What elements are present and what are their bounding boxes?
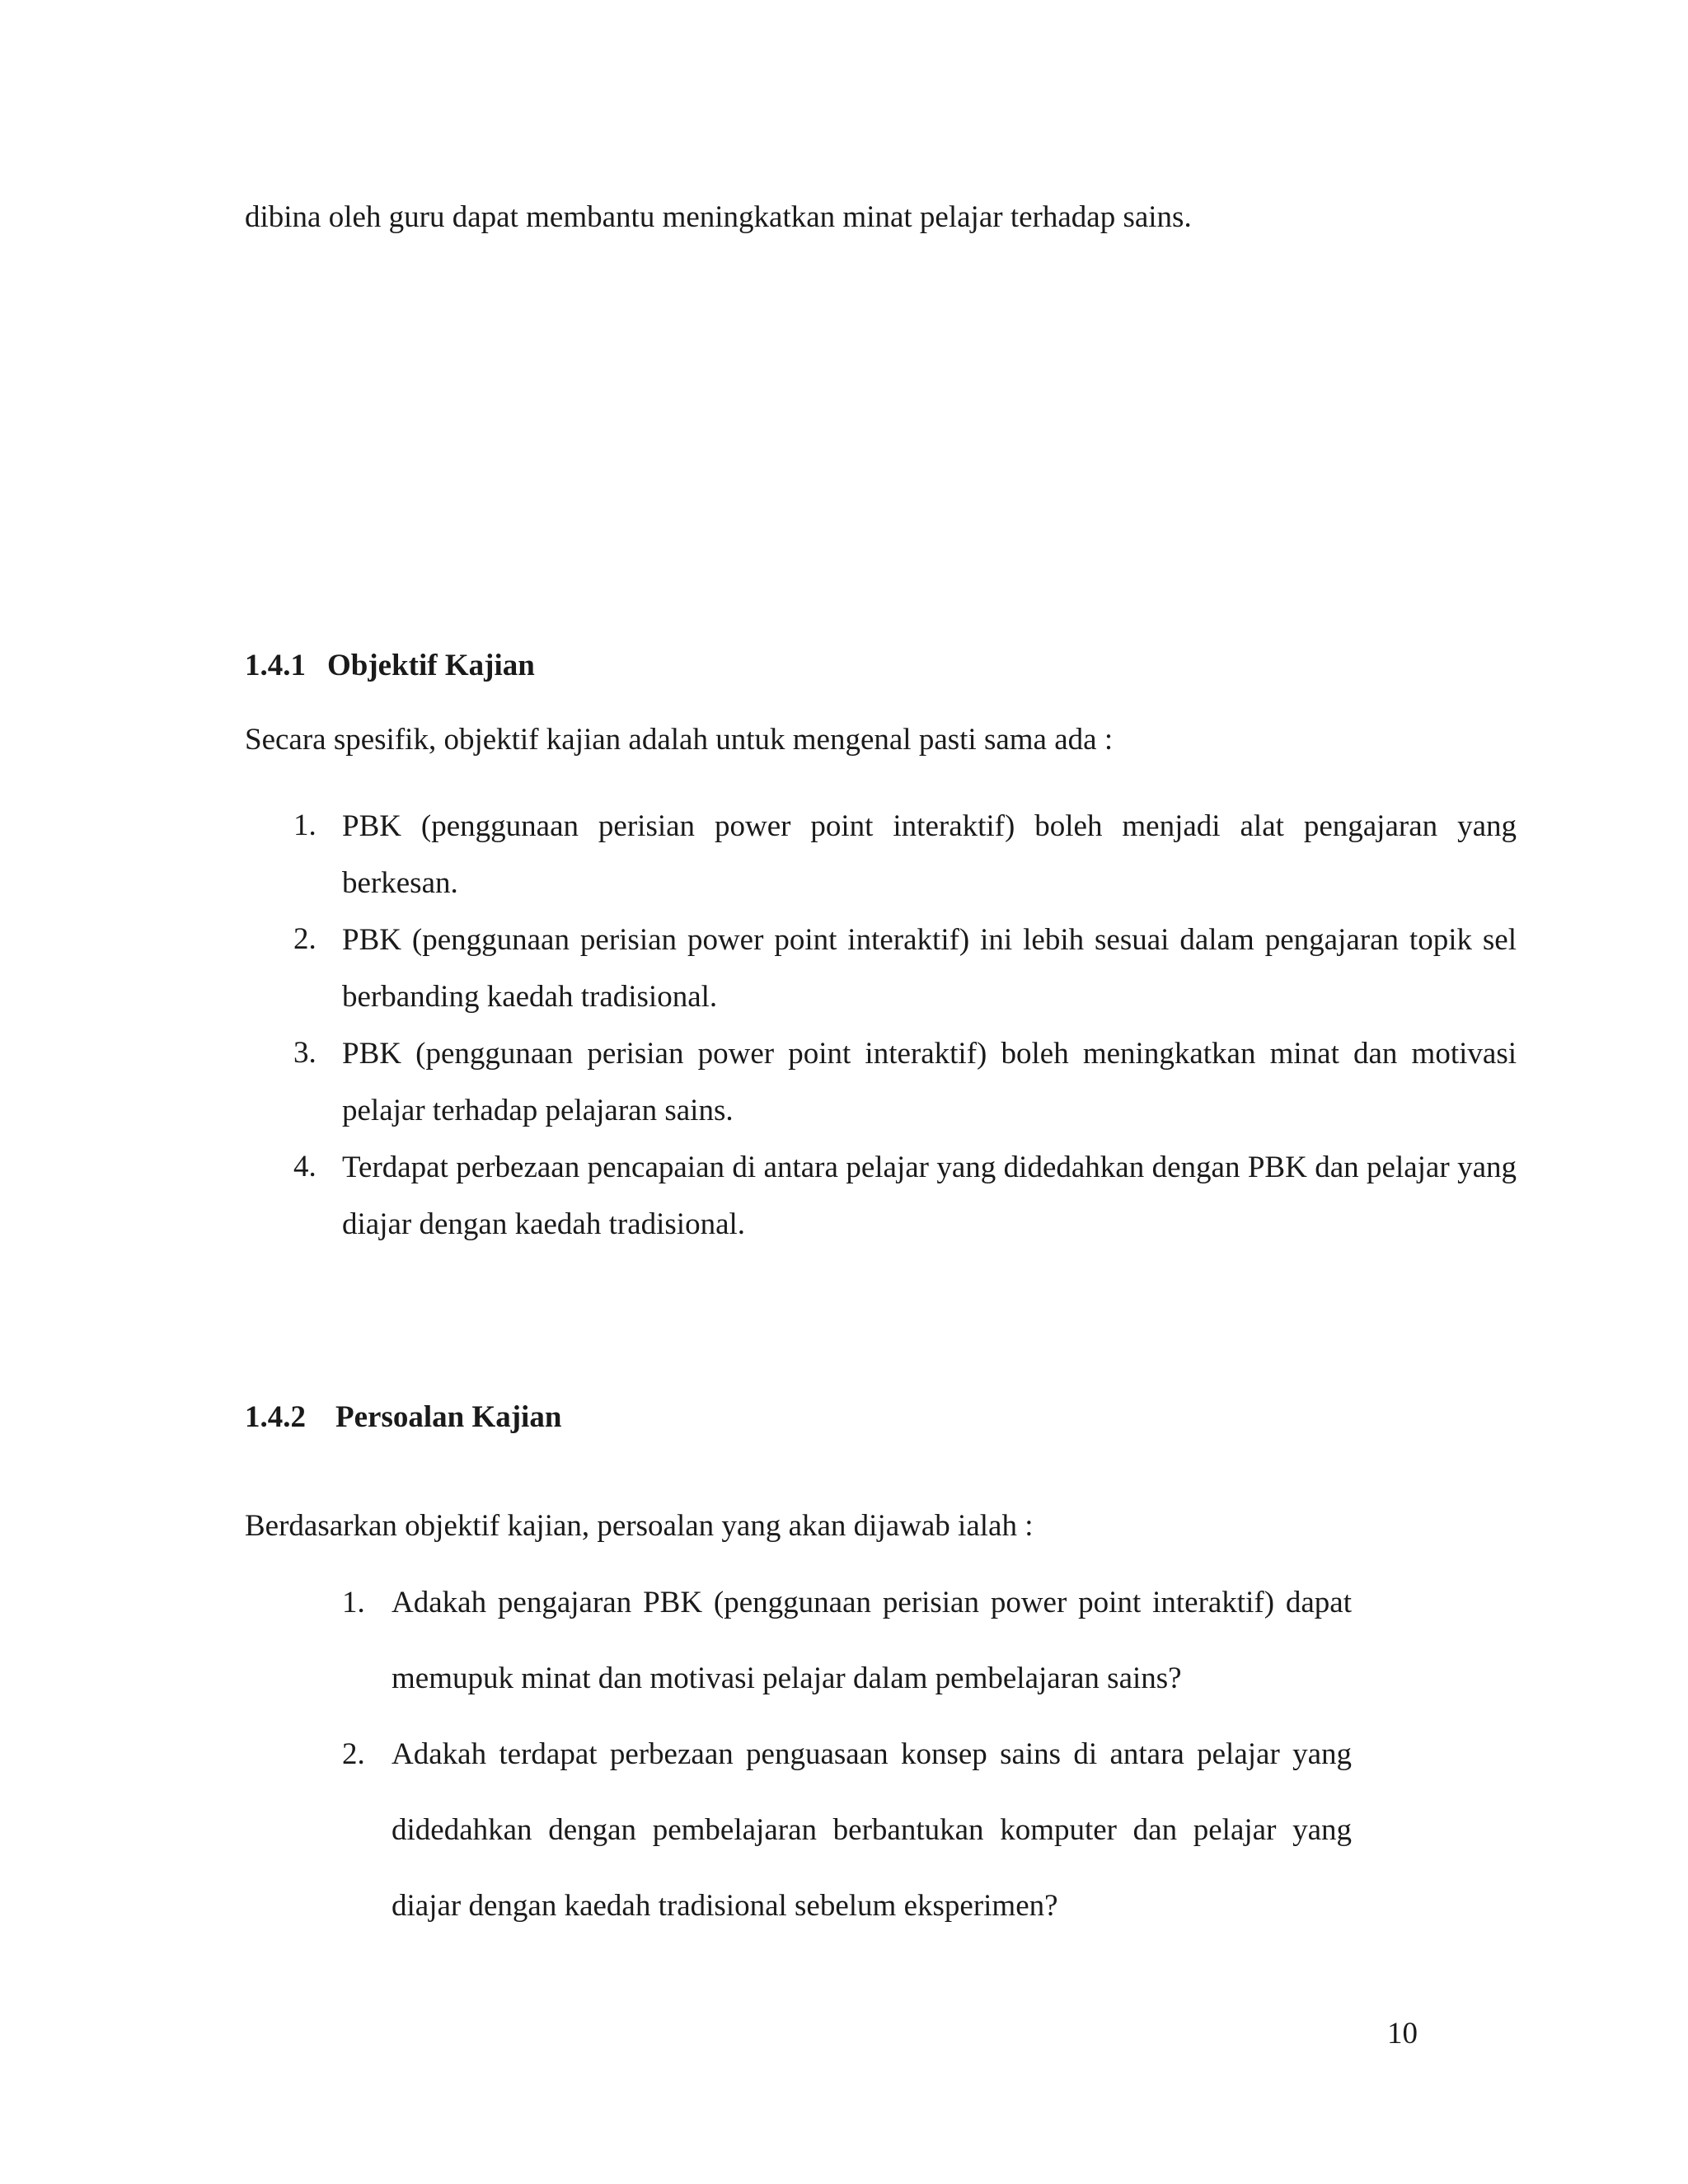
list-item-text: Terdapat perbezaan pencapaian di antara pelajar yang didedahkan dengan PBK dan pelajar yang diajar dengan kaedah tradisional. xyxy=(342,1151,1517,1241)
intro-paragraph-line: dibina oleh guru dapat membantu meningkatkan minat pelajar terhadap sains. xyxy=(245,200,1192,234)
list-item-text: PBK (penggunaan perisian power point interaktif) boleh menjadi alat pengajaran yang berkesan. xyxy=(342,809,1517,900)
objektif-intro: Secara spesifik, objektif kajian adalah untuk mengenal pasti sama ada : xyxy=(245,723,1114,757)
list-marker: 2. xyxy=(293,922,316,956)
list-marker: 4. xyxy=(293,1150,316,1183)
page-number: 10 xyxy=(1387,2017,1418,2050)
section-number: 1.4.1 xyxy=(245,649,306,682)
list-marker: 3. xyxy=(293,1036,316,1070)
persoalan-intro: Berdasarkan objektif kajian, persoalan yang akan dijawab ialah : xyxy=(245,1509,1034,1543)
list-item-text: Adakah terdapat perbezaan penguasaan konsep sains di antara pelajar yang didedahkan dengan pembelajaran berbantukan komputer dan pelajar yang diajar dengan kaedah tradisional sebelum eksperimen? xyxy=(392,1737,1352,1923)
section-heading-persoalan xyxy=(245,1399,561,1436)
list-item-text: Adakah pengajaran PBK (penggunaan perisian power point interaktif) dapat memupuk minat dan motivasi pelajar dalam pembelajaran sains? xyxy=(392,1586,1352,1695)
list-item-text: PBK (penggunaan perisian power point interaktif) ini lebih sesuai dalam pengajaran topik sel berbanding kaedah tradisional. xyxy=(342,923,1517,1014)
list-marker: 1. xyxy=(293,808,316,842)
section-number: 1.4.2 xyxy=(245,1400,306,1434)
section-title: Objektif Kajian xyxy=(327,649,535,682)
section-title: Persoalan Kajian xyxy=(335,1400,562,1434)
list-marker: 2. xyxy=(342,1737,365,1771)
section-heading-objektif xyxy=(245,648,535,684)
list-item-text: PBK (penggunaan perisian power point interaktif) boleh meningkatkan minat dan motivasi pelajar terhadap pelajaran sains. xyxy=(342,1037,1517,1127)
list-marker: 1. xyxy=(342,1586,365,1619)
